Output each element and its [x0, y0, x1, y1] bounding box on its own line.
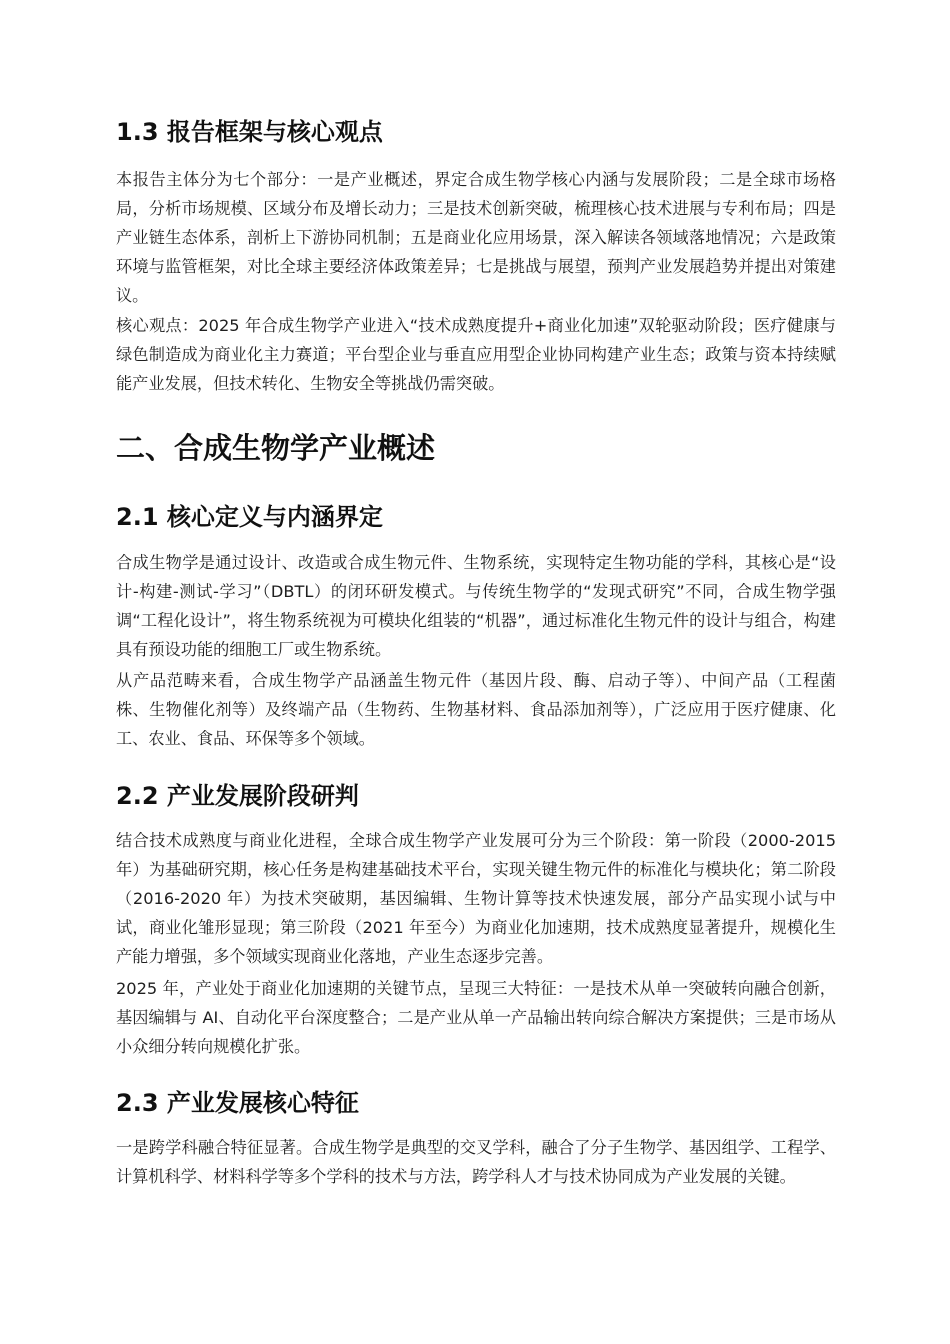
chapter-heading-2: 二、合成生物学产业概述: [116, 431, 436, 465]
paragraph-1-3-core-view: 核心观点：2025 年合成生物学产业进入“技术成熟度提升+商业化加速”双轮驱动阶段；医疗健康与绿色制造成为商业化主力赛道；平台型企业与垂直应用型企业协同构建产业生态；政策与资本持续赋能产业发展，但技术转化、生物安全等挑战仍需突破。: [116, 316, 836, 393]
section-heading-2-3: 2.3 产业发展核心特征: [116, 1089, 359, 1117]
section-heading-2-1: 2.1 核心定义与内涵界定: [116, 503, 383, 531]
paragraph-2-3-interdisciplinary: 一是跨学科融合特征显著。合成生物学是典型的交叉学科，融合了分子生物学、基因组学、工程学、计算机科学、材料科学等多个学科的技术与方法，跨学科人才与技术协同成为产业发展的关键。: [116, 1138, 836, 1186]
section-heading-2-2: 2.2 产业发展阶段研判: [116, 782, 359, 810]
section-heading-1-3: 1.3 报告框架与核心观点: [116, 118, 383, 146]
paragraph-1-3-framework: 本报告主体分为七个部分：一是产业概述，界定合成生物学核心内涵与发展阶段；二是全球市场格局，分析市场规模、区域分布及增长动力；三是技术创新突破，梳理核心技术进展与专利布局；四是产业链生态体系，剖析上下游协同机制；五是商业化应用场景，深入解读各领域落地情况；六是政策环境与监管框架，对比全球主要经济体政策差异；七是挑战与展望，预判产业发展趋势并提出对策建议。: [116, 170, 836, 305]
paragraph-2-2-stages: 结合技术成熟度与商业化进程，全球合成生物学产业发展可分为三个阶段：第一阶段（2000-2015 年）为基础研究期，核心任务是构建基础技术平台，实现关键生物元件的标准化与模块化；第二阶段（2016-2020 年）为技术突破期，基因编辑、生物计算等技术快速发展，部分产品实现小试与中试，商业化雏形显现；第三阶段（2021 年至今）为商业化加速期，技术成熟度显著提升，规模化生产能力增强，多个领域实现商业化落地，产业生态逐步完善。: [116, 831, 836, 966]
paragraph-2-1-definition: 合成生物学是通过设计、改造或合成生物元件、生物系统，实现特定生物功能的学科，其核心是“设计-构建-测试-学习”（DBTL）的闭环研发模式。与传统生物学的“发现式研究”不同，合成生物学强调“工程化设计”，将生物系统视为可模块化组装的“机器”，通过标准化生物元件的设计与组合，构建具有预设功能的细胞工厂或生物系统。: [116, 553, 836, 659]
paragraph-2-1-product-scope: 从产品范畴来看，合成生物学产品涵盖生物元件（基因片段、酶、启动子等）、中间产品（工程菌株、生物催化剂等）及终端产品（生物药、生物基材料、食品添加剂等），广泛应用于医疗健康、化工、农业、食品、环保等多个领域。: [116, 671, 836, 748]
paragraph-2-2-features-2025: 2025 年，产业处于商业化加速期的关键节点，呈现三大特征：一是技术从单一突破转向融合创新，基因编辑与 AI、自动化平台深度整合；二是产业从单一产品输出转向综合解决方案提供；三是市场从小众细分转向规模化扩张。: [116, 979, 836, 1056]
